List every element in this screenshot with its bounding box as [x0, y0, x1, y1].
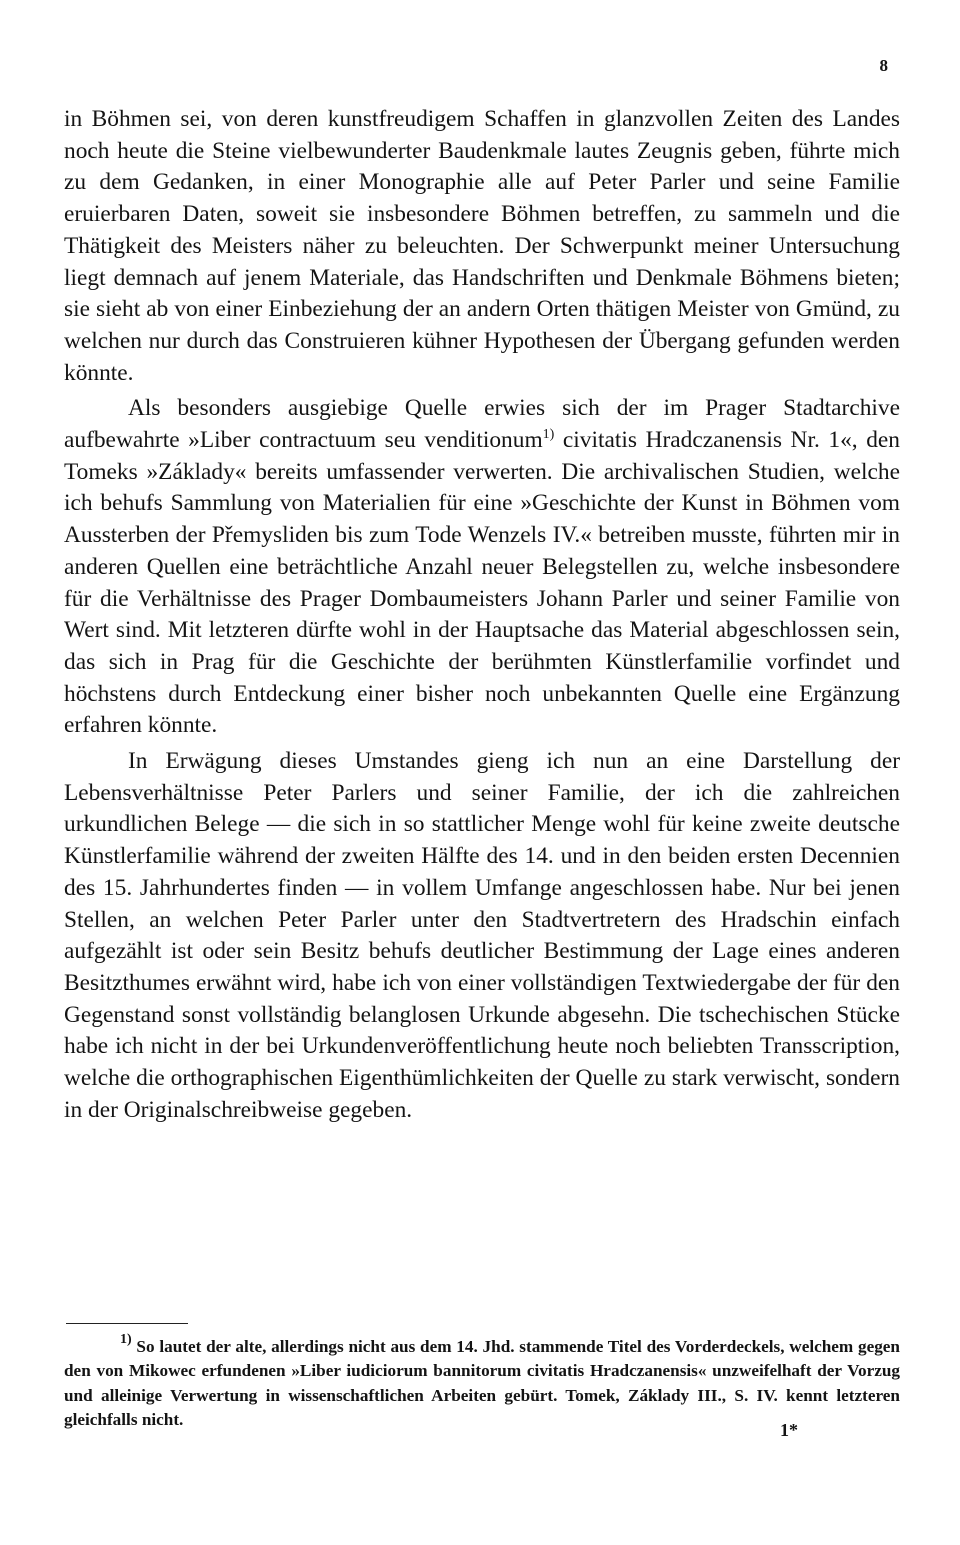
paragraph-2-text-b: civitatis Hradczanensis Nr. 1«, den Tomeks »Základy« bereits umfassender verwerten. Die archivalischen Studien, welche ich behufs Sammlung von Materialien für eine »Geschichte der Kunst in Böhmen vom Aussterben der Přemysliden bis zum Tode Wenzels IV.« betreiben musste, führten mir in anderen Quellen eine beträchtliche Anzahl neuer Belegstellen zu, welche insbesondere für die Verhältnisse des Prager Dombaumeisters Johann Parler und seiner Familie von Wert sind. Mit letzteren dürfte wohl in der Hauptsache das Material abgeschlossen sein, das sich in Prag für die Geschichte der berühmten Künstlerfamilie vorfindet und höchstens durch Entdeckung einer bisher noch unbekannten Quelle eine Ergänzung erfahren könnte.: [64, 427, 900, 739]
footnote-text: So lautet der alte, allerdings nicht aus dem 14. Jhd. stammende Titel des Vorderdeckels, welchem gegen den von Mikowec erfundenen »Liber iudiciorum bannitorum civitatis Hradczanensis« unzweifelhaft der Vorzug und alleinige Verwertung in wissenschaftlichen Arbeiten gebürt. Tomek, Základy III., S. IV. kennt letzteren gleichfalls nicht.: [64, 1337, 900, 1430]
footnote-divider: [66, 1323, 188, 1324]
footnote-reference: 1): [542, 427, 555, 443]
footnote-paragraph: [64, 1332, 900, 1433]
main-text: [64, 104, 900, 1127]
page-number: 8: [879, 56, 888, 75]
paragraph-3: In Erwägung dieses Umstandes gieng ich nun an eine Darstellung der Lebensverhältnisse Peter Parlers und seiner Familie, der ich die zahlreichen urkundlichen Belege — die sich in so stattlicher Menge wohl für keine zweite deutsche Künstlerfamilie während der zweiten Hälfte des 14. und in den beiden ersten Decennien des 15. Jahrhundertes finden — in vollem Umfange angeschlossen habe. Nur bei jenen Stellen, an welchen Peter Parler unter den Stadtvertretern des Hradschin einfach aufgezählt ist oder sein Besitz behufs deutlicher Bestimmung der Lage eines anderen Besitzthumes erwähnt wird, habe ich von einer vollständigen Textwiedergabe der für den Gegenstand sonst vollständig belanglosen Urkunde abgesehn. Die tschechischen Stücke habe ich nicht in der bei Urkundenveröffentlichung heute noch beliebten Transscription, welche die orthographischen Eigenthümlichkeiten der Quelle zu stark verwischt, sondern in der Originalschreibweise gegeben.: [64, 748, 900, 1123]
paragraph-2: [64, 393, 900, 742]
signature-mark: 1*: [780, 1420, 798, 1440]
paragraph-1: in Böhmen sei, von deren kunstfreudigem Schaffen in glanzvollen Zeiten des Landes noch heute die Steine vielbewunderter Baudenkmale lautes Zeugnis geben, führte mich zu dem Gedanken, in einer Monographie alle auf Peter Parler und seine Familie eruierbaren Daten, soweit sie insbesondere Böhmen betreffen, zu sammeln und die Thätigkeit des Meisters näher zu beleuchten. Der Schwerpunkt meiner Untersuchung liegt demnach auf jenem Materiale, das Handschriften und Denkmale Böhmens bieten; sie sieht ab von einer Einbeziehung der an andern Orten thätigen Meister von Gmünd, zu welchen nur durch das Construieren kühner Hypothesen der Übergang gefunden werden könnte.: [64, 106, 900, 386]
footnote-mark: 1): [120, 1332, 132, 1347]
footnote: [64, 1332, 900, 1433]
paragraph-2-text-a: Als besonders ausgiebige Quelle erwies sich der im Prager Stadtarchive aufbewahrte »Liber contractuum seu venditionum: [64, 395, 900, 454]
